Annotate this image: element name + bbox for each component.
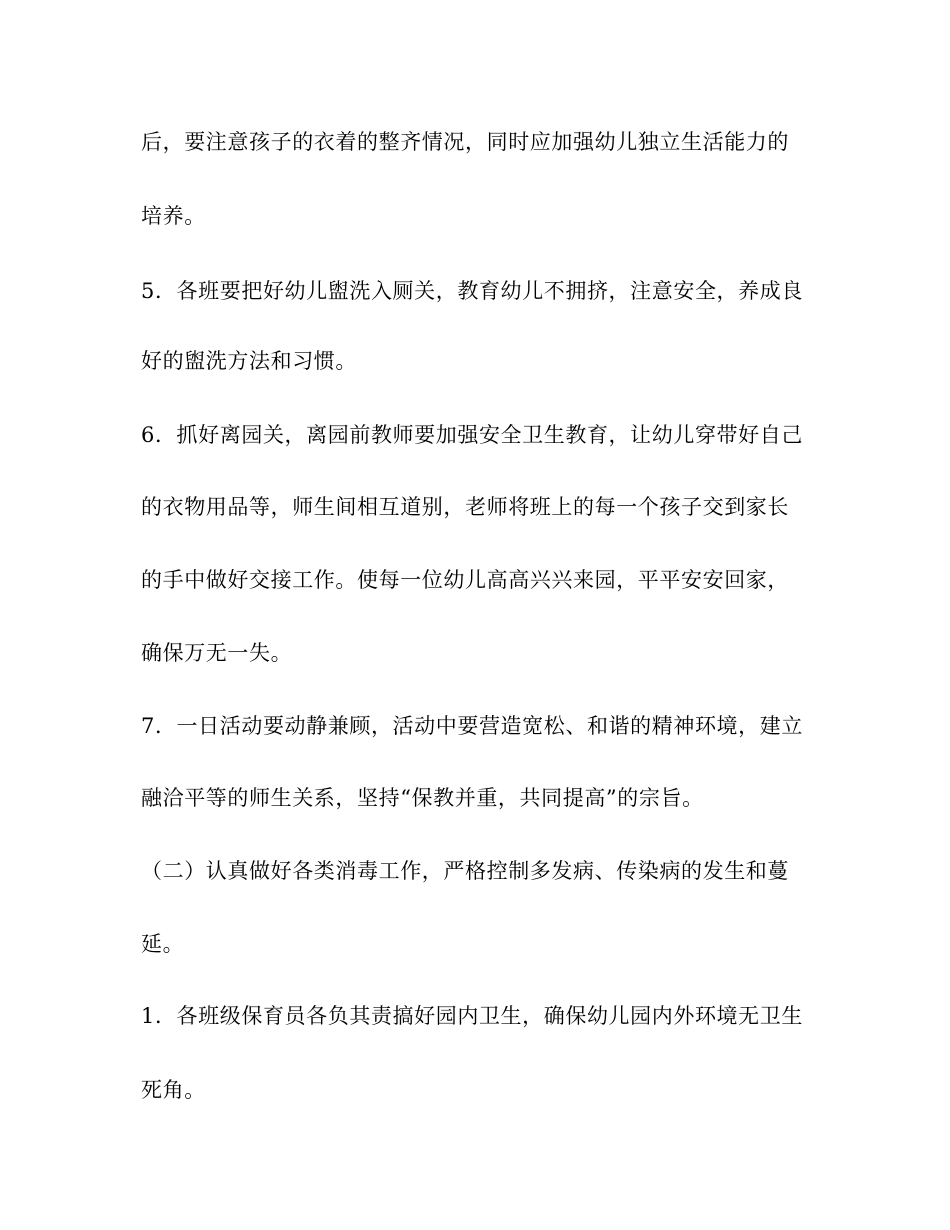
text-line: 好的盥洗方法和习惯。: [141, 349, 357, 373]
text-line: 延。: [141, 932, 185, 956]
text-line: 5．各班要把好幼儿盥洗入厕关，教育幼儿不拥挤，注意安全，养成良: [141, 279, 803, 303]
text-line: 死角。: [141, 1078, 206, 1102]
text-line: 的衣物用品等，师生间相互道别，老师将班上的每一个孩子交到家长: [141, 495, 789, 519]
text-line: 确保万无一失。: [141, 641, 293, 665]
text-line: 的手中做好交接工作。使每一位幼儿高高兴兴来园，平平安安回家，: [141, 568, 789, 592]
text-line: 1．各班级保育员各负其责搞好园内卫生，确保幼儿园内外环境无卫生: [141, 1004, 803, 1028]
text-line: 6．抓好离园关，离园前教师要加强安全卫生教育，让幼儿穿带好自己: [141, 423, 803, 447]
text-line: 融洽平等的师生关系，坚持“保教并重，共同提高”的宗旨。: [141, 786, 704, 810]
text-line: 培养。: [141, 204, 206, 228]
text-line: 后，要注意孩子的衣着的整齐情况，同时应加强幼儿独立生活能力的: [141, 130, 789, 154]
text-line: 7．一日活动要动静兼顾，活动中要营造宽松、和谐的精神环境，建立: [141, 714, 803, 738]
text-line: （二）认真做好各类消毒工作，严格控制多发病、传染病的发生和蔓: [141, 859, 789, 883]
